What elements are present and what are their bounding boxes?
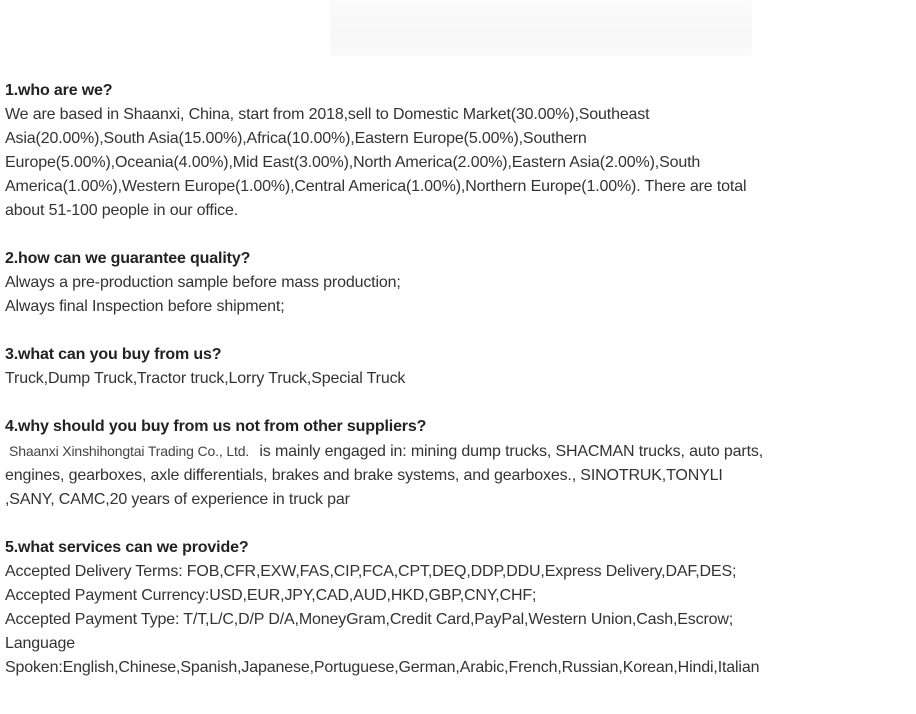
faq-section xyxy=(5,79,765,680)
faq-answer-4 xyxy=(5,439,765,512)
language-label: Language xyxy=(5,635,75,652)
spacer xyxy=(5,391,765,415)
top-banner-image xyxy=(330,0,752,56)
spacer xyxy=(5,319,765,343)
faq-answer-1: We are based in Shaanxi, China, start from 2018,sell to Domestic Market(30.00%),Southeast Asia(20.00%),South Asia(15.00%),Africa(10.00%),Eastern Europe(5.00%),Southern Europe(5.00%),Oceania(4.00%),Mid East(3.00%),North America(2.00%),Eastern Asia(2.00%),South America(1.00%),Western Europe(1.00%),Central America(1.00%),Northern Europe(1.00%). There are total about 51-100 people in our office. xyxy=(5,106,747,219)
faq-question-1: 1.who are we? xyxy=(5,82,113,99)
delivery-terms: Accepted Delivery Terms: FOB,CFR,EXW,FAS,CIP,FCA,CPT,DEQ,DDP,DDU,Express Delivery,DAF,DES; xyxy=(5,563,737,580)
spacer xyxy=(5,223,765,247)
faq-answer-3: Truck,Dump Truck,Tractor truck,Lorry Truck,Special Truck xyxy=(5,370,406,387)
faq-answer-4-text: is mainly engaged in: mining dump trucks, SHACMAN trucks, auto parts, engines, gearboxes, axle differentials, brakes and brake systems, and gearboxes., SINOTRUK,TONYLI ,SANY, CAMC,20 years of experience in truck par xyxy=(5,443,764,508)
faq-question-2: 2.how can we guarantee quality? xyxy=(5,250,251,267)
payment-currency: Accepted Payment Currency:USD,EUR,JPY,CAD,AUD,HKD,GBP,CNY,CHF; xyxy=(5,587,537,604)
faq-answer-2-line-1: Always a pre-production sample before mass production; xyxy=(5,274,401,291)
faq-question-5: 5.what services can we provide? xyxy=(5,539,249,556)
company-name: Shaanxi Xinshihongtai Trading Co., Ltd. xyxy=(9,443,250,459)
faq-question-4: 4.why should you buy from us not from other suppliers? xyxy=(5,418,427,435)
faq-answer-2-line-2: Always final Inspection before shipment; xyxy=(5,298,285,315)
payment-type: Accepted Payment Type: T/T,L/C,D/P D/A,MoneyGram,Credit Card,PayPal,Western Union,Cash,Escrow; xyxy=(5,611,734,628)
languages-spoken: Spoken:English,Chinese,Spanish,Japanese,Portuguese,German,Arabic,French,Russian,Korean,Hindi,Italian xyxy=(5,659,760,676)
spacer xyxy=(5,512,765,536)
faq-question-3: 3.what can you buy from us? xyxy=(5,346,222,363)
